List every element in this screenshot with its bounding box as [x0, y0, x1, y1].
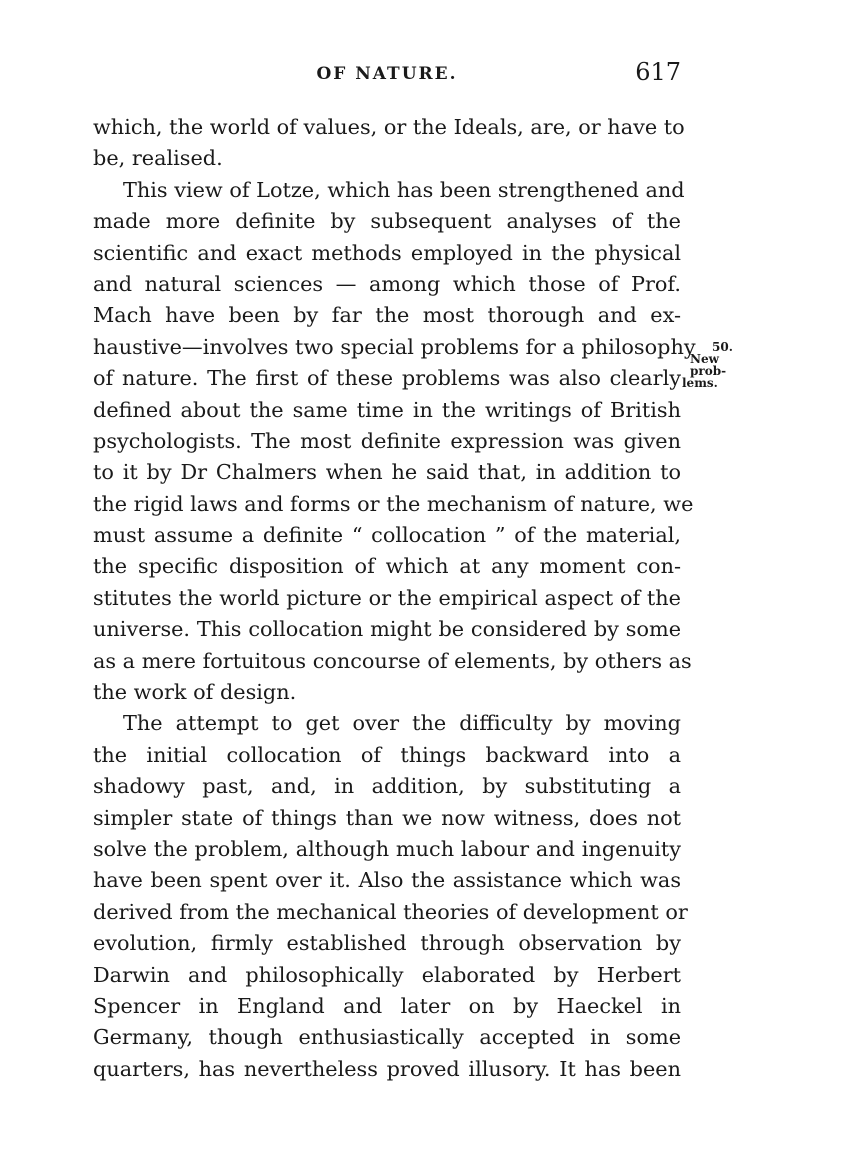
- margin-note-number: 50.: [712, 340, 733, 354]
- text-line: the rigid laws and forms or the mechanism of nature, we: [93, 491, 694, 516]
- text-line: be, realised.: [93, 146, 223, 171]
- text-line: stitutes the world picture or the empirical aspect of the: [93, 585, 681, 610]
- text-line: and natural sciences — among which those of Prof.: [93, 271, 681, 296]
- text-line: scientific and exact methods employed in the physical: [93, 240, 681, 265]
- text-line: as a mere fortuitous concourse of elements, by others as: [93, 648, 692, 673]
- text-line: the specific disposition of which at any moment con-: [93, 554, 681, 579]
- margin-note-line: lems.: [682, 376, 718, 390]
- text-line: must assume a definite “ collocation ” of the material,: [93, 523, 681, 548]
- margin-note-line: New prob-: [690, 352, 727, 378]
- text-line: simpler state of things than we now witness, does not: [93, 805, 681, 830]
- running-head: [93, 58, 681, 88]
- text-line: Germany, though enthusiastically accepted in some: [93, 1025, 681, 1050]
- text-line: solve the problem, although much labour and ingenuity: [93, 836, 681, 861]
- text-line: derived from the mechanical theories of development or: [93, 899, 688, 924]
- margin-note: [682, 340, 758, 390]
- text-line: psychologists. The most definite expression was given: [93, 428, 681, 453]
- text-line: Darwin and philosophically elaborated by Herbert: [93, 962, 681, 987]
- text-line: to it by Dr Chalmers when he said that, in addition to: [93, 460, 681, 485]
- body-text: [93, 112, 696, 1085]
- paragraph-start-line: This view of Lotze, which has been strengthened and: [123, 177, 685, 202]
- text-line: evolution, firmly established through observation by: [93, 931, 681, 956]
- text-line: of nature. The first of these problems was also clearly: [93, 366, 681, 391]
- text-line: shadowy past, and, in addition, by substituting a: [93, 774, 681, 799]
- text-line: made more definite by subsequent analyses of the: [93, 209, 681, 234]
- text-line: defined about the same time in the writings of British: [93, 397, 681, 422]
- text-line: the initial collocation of things backward into a: [93, 742, 681, 767]
- text-line: which, the world of values, or the Ideals, are, or have to: [93, 115, 685, 139]
- paragraph-start-line: The attempt to get over the difficulty by moving: [123, 711, 681, 736]
- text-line: Spencer in England and later on by Haeckel in: [93, 993, 681, 1018]
- page-number: 617: [635, 58, 681, 86]
- text-line: the work of design.: [93, 680, 297, 705]
- text-line: quarters, has nevertheless proved illusory. It has been: [93, 1056, 681, 1081]
- text-line: universe. This collocation might be considered by some: [93, 617, 681, 642]
- text-line: haustive—involves two special problems for a philosophy: [93, 334, 696, 359]
- text-line: Mach have been by far the most thorough and ex-: [93, 303, 681, 328]
- running-title: OF NATURE.: [316, 64, 458, 84]
- text-line: have been spent over it. Also the assistance which was: [93, 868, 681, 893]
